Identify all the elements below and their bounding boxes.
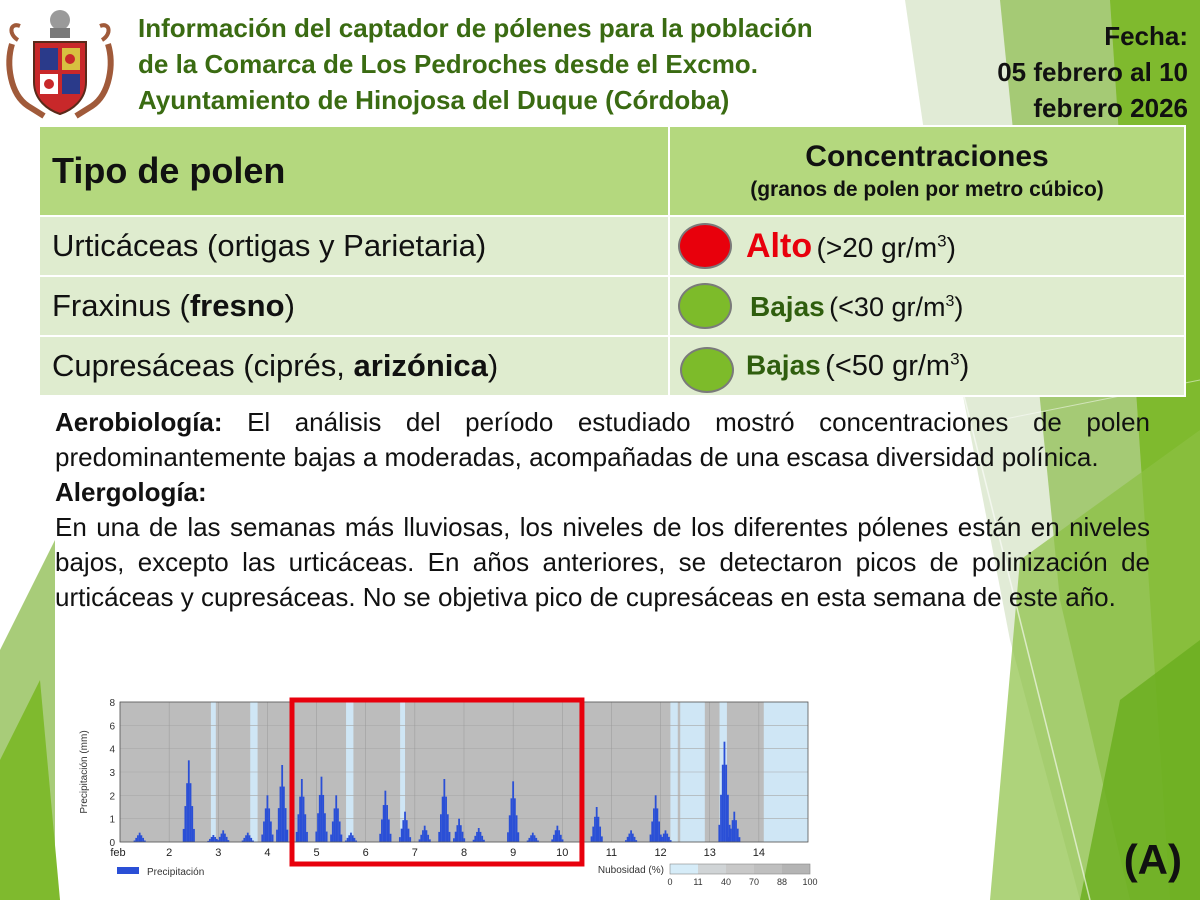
aerobiology-text: El análisis del período estudiado mostró concentraciones de polen predominantemente bajas a moderadas, acompañadas de una escasa diversidad polínica. <box>55 407 1150 472</box>
precipitation-bar <box>337 808 339 842</box>
precipitation-bar <box>383 805 385 842</box>
precipitation-bar <box>184 806 186 842</box>
legend-cloud-swatch <box>754 864 782 874</box>
precipitation-bar <box>270 821 272 842</box>
precipitation-bar <box>735 820 737 842</box>
precipitation-bar <box>283 787 285 842</box>
title-line-2: de la Comarca de Los Pedroches desde el Excmo. <box>138 49 758 79</box>
precipitation-bar <box>739 837 741 842</box>
precipitation-bar <box>350 833 352 842</box>
precipitation-bar <box>354 838 356 842</box>
precipitation-bar <box>634 837 636 842</box>
legend-cloud-swatch <box>698 864 726 874</box>
precipitation-bar <box>443 779 445 842</box>
precipitation-bar <box>297 814 299 842</box>
concentration-cell <box>669 216 1185 276</box>
allergology-text: En una de las semanas más lluviosas, los niveles de los diferentes pólenes están en niveles bajos, excepto las urticáceas. En años anteriores, se detectaron picos de polinización de urticáceas y cupresáceas. No se objetiva pico de cupresáceas en esta semana de este año. <box>55 512 1150 612</box>
precipitation-bar <box>226 837 228 842</box>
col-header-concentration <box>669 126 1185 216</box>
x-tick-label: 4 <box>264 847 271 859</box>
precipitation-bar <box>401 829 403 842</box>
y-tick-label: 6 <box>109 721 115 733</box>
precipitation-bar <box>516 815 518 842</box>
precipitation-bar <box>263 821 265 842</box>
precipitation-bar <box>381 819 383 842</box>
precipitation-bar <box>481 836 483 842</box>
precipitation-bar <box>507 832 509 842</box>
precipitation-bar <box>280 787 282 842</box>
precipitation-bar <box>560 835 562 842</box>
title-line-1: Información del captador de pólenes para la población <box>138 13 813 43</box>
pollen-table <box>38 125 1186 397</box>
legend-cloud-tick: 100 <box>802 877 818 887</box>
level-indicator-dot <box>678 283 732 329</box>
legend-precip-label: Precipitación <box>147 867 205 878</box>
precipitation-bar <box>463 838 465 842</box>
precipitation-bar <box>427 835 429 842</box>
precipitation-bar <box>193 829 195 842</box>
precipitation-bar <box>514 798 516 842</box>
level-range: (>20 $gr/m^3$) <box>816 231 956 263</box>
y-tick-label: 4 <box>109 744 115 756</box>
precipitation-bar <box>211 837 213 842</box>
precipitation-bar <box>332 821 334 842</box>
precipitation-bar <box>628 834 630 842</box>
precipitation-bar <box>453 838 455 842</box>
precipitation-bar <box>321 777 323 842</box>
precipitation-bar <box>718 825 720 842</box>
precipitation-bar <box>135 838 137 842</box>
precipitation-bar <box>304 814 306 842</box>
precipitation-bar <box>190 783 192 842</box>
precipitation-bar <box>442 797 444 842</box>
precipitation-bar <box>598 817 600 842</box>
precipitation-bar <box>299 797 301 842</box>
precipitation-bar <box>402 820 404 842</box>
precipitation-bar <box>534 835 536 842</box>
precipitation-bar <box>267 795 269 842</box>
x-tick-label: 9 <box>510 847 517 859</box>
precipitation-bar <box>732 820 734 842</box>
level-indicator-dot <box>678 223 732 269</box>
y-tick-label: 1 <box>109 814 115 826</box>
precipitation-bar <box>250 838 252 842</box>
precipitation-bar <box>399 837 401 842</box>
title-line-3: Ayuntamiento de Hinojosa del Duque (Córdoba) <box>138 85 730 115</box>
precipitation-bar <box>480 832 482 842</box>
precipitation-bar <box>209 839 211 842</box>
precipitation-bar <box>261 835 263 842</box>
precipitation-bar <box>445 797 447 842</box>
precipitation-bar <box>474 836 476 842</box>
precipitation-bar <box>303 797 305 842</box>
precipitation-bar <box>455 832 457 842</box>
precipitation-bar <box>653 808 655 842</box>
allergology-label: Alergología: <box>55 477 207 507</box>
precipitation-bar <box>728 837 730 842</box>
precipitation-bar <box>340 835 342 842</box>
precipitation-bar <box>140 835 142 842</box>
date-block <box>938 18 1188 126</box>
precipitation-chart <box>75 697 835 887</box>
precipitation-bar <box>409 837 411 842</box>
precipitation-bar <box>408 829 410 842</box>
report-text <box>55 405 1150 615</box>
legend-cloud-swatch <box>782 864 810 874</box>
concentration-cell <box>669 336 1185 396</box>
precipitation-bar <box>592 827 594 842</box>
pollen-name-fraxinus: Fraxinus (fresno) <box>39 276 669 336</box>
legend-cloud-tick: 11 <box>693 877 703 887</box>
precipitation-bar <box>725 765 727 842</box>
precipitation-bar <box>219 837 221 842</box>
precipitation-bar <box>183 829 185 842</box>
precipitation-bar <box>553 835 555 842</box>
precipitation-bar <box>324 813 326 842</box>
precipitation-bar <box>296 832 298 842</box>
x-tick-label: feb <box>110 847 126 859</box>
precipitation-bar <box>272 835 274 842</box>
precipitation-bar <box>286 830 288 842</box>
precipitation-bar <box>426 830 428 842</box>
precipitation-bar <box>139 833 141 842</box>
precipitation-bar <box>379 834 381 842</box>
precipitation-bar <box>424 826 426 842</box>
precipitation-bar <box>722 765 724 842</box>
precipitation-bar <box>335 795 337 842</box>
precipitation-bar <box>511 798 513 842</box>
precipitation-bar <box>449 832 451 842</box>
precipitation-bar <box>404 812 406 842</box>
precipitation-bar <box>221 834 223 842</box>
precipitation-bar <box>651 821 653 842</box>
precipitation-bar <box>339 821 341 842</box>
precipitation-bar <box>666 834 668 842</box>
legend-cloud-tick: 40 <box>720 877 732 887</box>
precipitation-bar <box>440 814 442 842</box>
y-axis-label: Precipitación (mm) <box>79 730 90 814</box>
precipitation-bar <box>556 826 558 842</box>
precipitation-bar <box>555 830 557 842</box>
level-indicator-dot <box>680 347 734 393</box>
legend-cloud-tick: 88 <box>776 877 788 887</box>
precipitation-bar <box>591 836 593 842</box>
precipitation-bar <box>517 832 519 842</box>
y-tick-label: 2 <box>109 791 115 803</box>
y-tick-label: 3 <box>109 768 115 779</box>
precipitation-bar <box>733 812 735 842</box>
precipitation-bar <box>276 830 278 842</box>
precipitation-bar <box>212 835 214 842</box>
x-tick-label: 13 <box>703 847 716 859</box>
precipitation-bar <box>422 830 424 842</box>
precipitation-bar <box>627 837 629 842</box>
precipitation-bar <box>727 795 729 842</box>
precipitation-bar <box>285 808 287 842</box>
precipitation-bar <box>347 838 349 842</box>
precipitation-bar <box>317 813 319 842</box>
precipitation-bar <box>724 742 726 842</box>
precipitation-bar <box>247 833 249 842</box>
aerobiology-paragraph <box>55 405 1150 475</box>
precipitation-bar <box>458 819 460 842</box>
legend-cloud-label: Nubosidad (%) <box>597 865 664 876</box>
precipitation-bar <box>599 827 601 842</box>
x-tick-label: 11 <box>605 847 618 859</box>
precipitation-bar <box>390 834 392 842</box>
precipitation-bar <box>384 791 386 842</box>
precipitation-bar <box>322 795 324 842</box>
precipitation-bar <box>420 835 422 842</box>
precipitation-bar <box>509 815 511 842</box>
x-tick-label: 12 <box>654 847 667 859</box>
precipitation-bar <box>478 828 480 842</box>
table-row <box>39 216 1185 276</box>
precipitation-bar <box>243 838 245 842</box>
precipitation-bar <box>512 781 514 842</box>
x-tick-label: 3 <box>215 847 222 859</box>
precipitation-bar <box>214 837 216 842</box>
panel-label: (A) <box>1123 836 1182 883</box>
precipitation-bar <box>315 832 317 842</box>
pollen-name-urticaceas: Urticáceas (ortigas y Parietaria) <box>39 216 669 276</box>
precipitation-bar <box>656 808 658 842</box>
legend-precip-swatch <box>117 867 139 874</box>
precipitation-bar <box>386 805 388 842</box>
precipitation-bar <box>278 808 280 842</box>
date-label: Fecha: <box>1104 21 1188 51</box>
level-word: Bajas <box>750 291 825 322</box>
legend-cloud-swatch <box>670 864 698 874</box>
precipitation-bar <box>737 829 739 842</box>
precipitation-bar <box>191 806 193 842</box>
precipitation-bar <box>348 835 350 842</box>
precipitation-bar <box>319 795 321 842</box>
y-tick-label: 0 <box>109 838 115 849</box>
precipitation-bar <box>594 817 596 842</box>
aerobiology-label: Aerobiología: <box>55 407 223 437</box>
table-row <box>39 276 1185 336</box>
precipitation-bar <box>456 825 458 842</box>
precipitation-bar <box>530 835 532 842</box>
precipitation-bar <box>245 835 247 842</box>
precipitation-bar <box>142 838 144 842</box>
concentration-title: Concentraciones <box>805 140 1049 173</box>
legend-cloud-tick: 70 <box>748 877 760 887</box>
level-text <box>746 227 956 266</box>
legend-cloud-tick: 0 <box>667 877 673 887</box>
coat-of-arms-logo <box>4 4 116 122</box>
level-range: (<50 $gr/m^3$) <box>825 349 970 382</box>
pollen-name-cupresaceas: Cupresáceas (ciprés, arizónica) <box>39 336 669 396</box>
x-tick-label: 2 <box>166 847 173 859</box>
precipitation-bar <box>224 834 226 842</box>
precipitation-bar <box>535 838 537 842</box>
level-word: Alto <box>746 227 813 265</box>
precipitation-bar <box>528 838 530 842</box>
precipitation-bar <box>655 795 657 842</box>
precipitation-bar <box>460 825 462 842</box>
col-header-pollen-type: Tipo de polen <box>39 126 669 216</box>
precipitation-bar <box>663 834 665 842</box>
precipitation-bar <box>462 832 464 842</box>
precipitation-bar <box>661 837 663 842</box>
precipitation-bar <box>558 830 560 842</box>
precipitation-bar <box>447 814 449 842</box>
precipitation-bar <box>265 808 267 842</box>
precipitation-bar <box>668 837 670 842</box>
precipitation-bar <box>532 833 534 842</box>
precipitation-bar <box>438 832 440 842</box>
precipitation-bar <box>650 835 652 842</box>
x-tick-label: 14 <box>752 847 765 859</box>
precipitation-bar <box>665 830 667 842</box>
precipitation-bar <box>476 832 478 842</box>
precipitation-bar <box>596 807 598 842</box>
precipitation-bar <box>330 835 332 842</box>
x-tick-label: 8 <box>460 847 468 859</box>
legend-cloud-swatch <box>726 864 754 874</box>
precipitation-bar <box>601 836 603 842</box>
precipitation-bar <box>249 835 251 842</box>
precipitation-bar <box>730 829 732 842</box>
y-tick-label: 8 <box>109 698 115 709</box>
precipitation-bar <box>388 819 390 842</box>
precipitation-bar <box>326 832 328 842</box>
table-row <box>39 336 1185 396</box>
table-header-row <box>39 126 1185 216</box>
x-tick-label: 6 <box>362 847 369 859</box>
precipitation-bar <box>630 830 632 842</box>
precipitation-bar <box>188 760 190 842</box>
precipitation-bar <box>281 765 283 842</box>
precipitation-bar <box>301 779 303 842</box>
precipitation-bar <box>306 832 308 842</box>
precipitation-bar <box>186 783 188 842</box>
precipitation-bar <box>137 835 139 842</box>
precipitation-bar <box>222 830 224 842</box>
precipitation-bar <box>632 834 634 842</box>
level-text <box>750 291 963 323</box>
page-title <box>138 10 938 118</box>
x-tick-label: 5 <box>313 847 320 859</box>
precipitation-bar <box>334 808 336 842</box>
x-tick-label: 10 <box>556 847 569 859</box>
precipitation-bar <box>352 835 354 842</box>
level-range: (<30 $gr/m^3$) <box>829 292 964 322</box>
concentration-subtitle: (granos de polen por metro cúbico) <box>750 178 1104 201</box>
x-tick-label: 7 <box>411 847 418 859</box>
precipitation-bar <box>268 808 270 842</box>
concentration-cell <box>669 276 1185 336</box>
date-line-1: 05 febrero al 10 <box>997 57 1188 87</box>
level-text <box>746 349 969 383</box>
precipitation-bar <box>406 820 408 842</box>
precipitation-bar <box>658 821 660 842</box>
precipitation-bar <box>720 795 722 842</box>
level-word: Bajas <box>746 349 821 381</box>
date-line-2: febrero 2026 <box>1033 93 1188 123</box>
